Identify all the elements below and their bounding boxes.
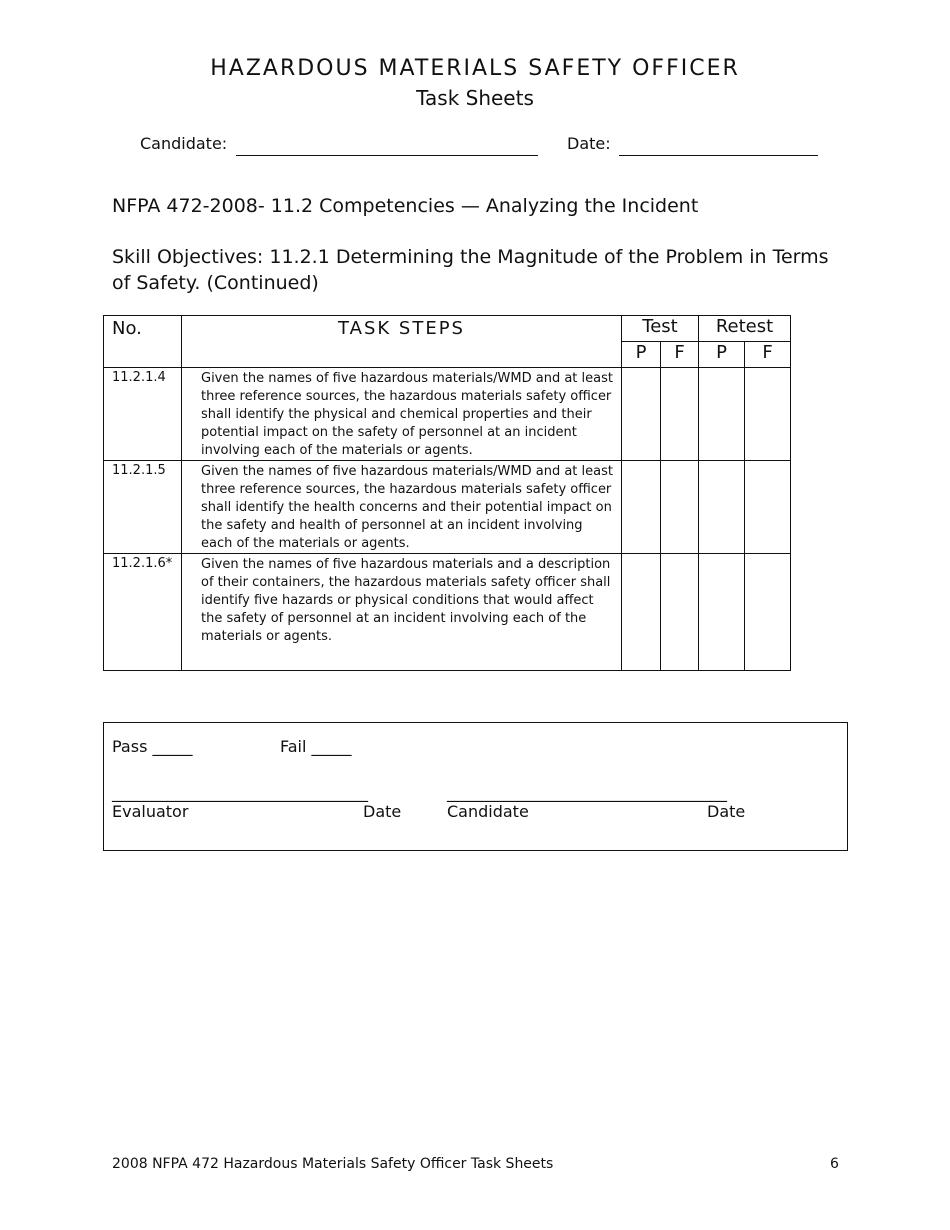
header-retest: Retest: [699, 316, 791, 342]
footer-text: 2008 NFPA 472 Hazardous Materials Safety Officer Task Sheets: [112, 1156, 554, 1172]
candidate-label: Candidate:: [140, 134, 228, 153]
header-retest-p: P: [699, 342, 745, 368]
header-retest-f: F: [745, 342, 791, 368]
table-row: [104, 554, 791, 671]
test-fail-cell[interactable]: [661, 368, 699, 461]
task-step-text: Given the names of five hazardous materials/WMD and at least three reference sources, the hazardous materials safety officer shall identify the physical and chemical properties and their potential impact on the safety of personnel at an incident involving each of the materials or agents.: [182, 368, 622, 461]
retest-pass-cell[interactable]: [699, 554, 745, 671]
retest-pass-cell[interactable]: [699, 368, 745, 461]
page-number: 6: [830, 1156, 839, 1172]
pass-field[interactable]: Pass _____: [112, 737, 193, 756]
retest-pass-cell[interactable]: [699, 461, 745, 554]
evaluator-date-label: Date: [363, 802, 402, 821]
page-title: HAZARDOUS MATERIALS SAFETY OFFICER: [210, 56, 740, 81]
test-pass-cell[interactable]: [622, 368, 661, 461]
header-test: Test: [622, 316, 699, 342]
evaluator-label: Evaluator: [112, 802, 189, 821]
date-field[interactable]: [619, 155, 818, 156]
task-table: [103, 315, 791, 671]
candidate-date-label: Date: [707, 802, 746, 821]
task-number: 11.2.1.5: [104, 461, 182, 554]
table-row: [104, 461, 791, 554]
page-subtitle: Task Sheets: [416, 86, 534, 110]
candidate-field[interactable]: [236, 155, 538, 156]
test-pass-cell[interactable]: [622, 554, 661, 671]
candidate-signature-line[interactable]: ___________________________________: [447, 783, 727, 802]
test-fail-cell[interactable]: [661, 554, 699, 671]
evaluator-signature-line[interactable]: ________________________________: [112, 783, 368, 802]
header-test-p: P: [622, 342, 661, 368]
retest-fail-cell[interactable]: [745, 461, 791, 554]
date-label: Date:: [567, 134, 611, 153]
task-number: 11.2.1.4: [104, 368, 182, 461]
header-test-f: F: [661, 342, 699, 368]
task-step-text: Given the names of five hazardous materials/WMD and at least three reference sources, the hazardous materials safety officer shall identify the health concerns and their potential impact on the safety and health of personnel at an incident involving each of the materials or agents.: [182, 461, 622, 554]
table-row: [104, 368, 791, 461]
test-fail-cell[interactable]: [661, 461, 699, 554]
fail-field[interactable]: Fail _____: [280, 737, 352, 756]
test-pass-cell[interactable]: [622, 461, 661, 554]
candidate-label-bottom: Candidate: [447, 802, 529, 821]
skill-objective: Skill Objectives: 11.2.1 Determining the Magnitude of the Problem in Terms of Safety. (Continued): [112, 246, 829, 294]
retest-fail-cell[interactable]: [745, 554, 791, 671]
standard-heading: NFPA 472-2008- 11.2 Competencies — Analyzing the Incident: [112, 195, 699, 217]
task-number: 11.2.1.6*: [104, 554, 182, 671]
header-task-steps: TASK STEPS: [182, 316, 622, 368]
task-step-text: Given the names of five hazardous materials and a description of their containers, the hazardous materials safety officer shall identify five hazards or physical conditions that would affect the safety of personnel at an incident involving each of the materials or agents.: [182, 554, 622, 671]
header-no: No.: [104, 316, 182, 368]
result-box: [103, 722, 848, 851]
retest-fail-cell[interactable]: [745, 368, 791, 461]
